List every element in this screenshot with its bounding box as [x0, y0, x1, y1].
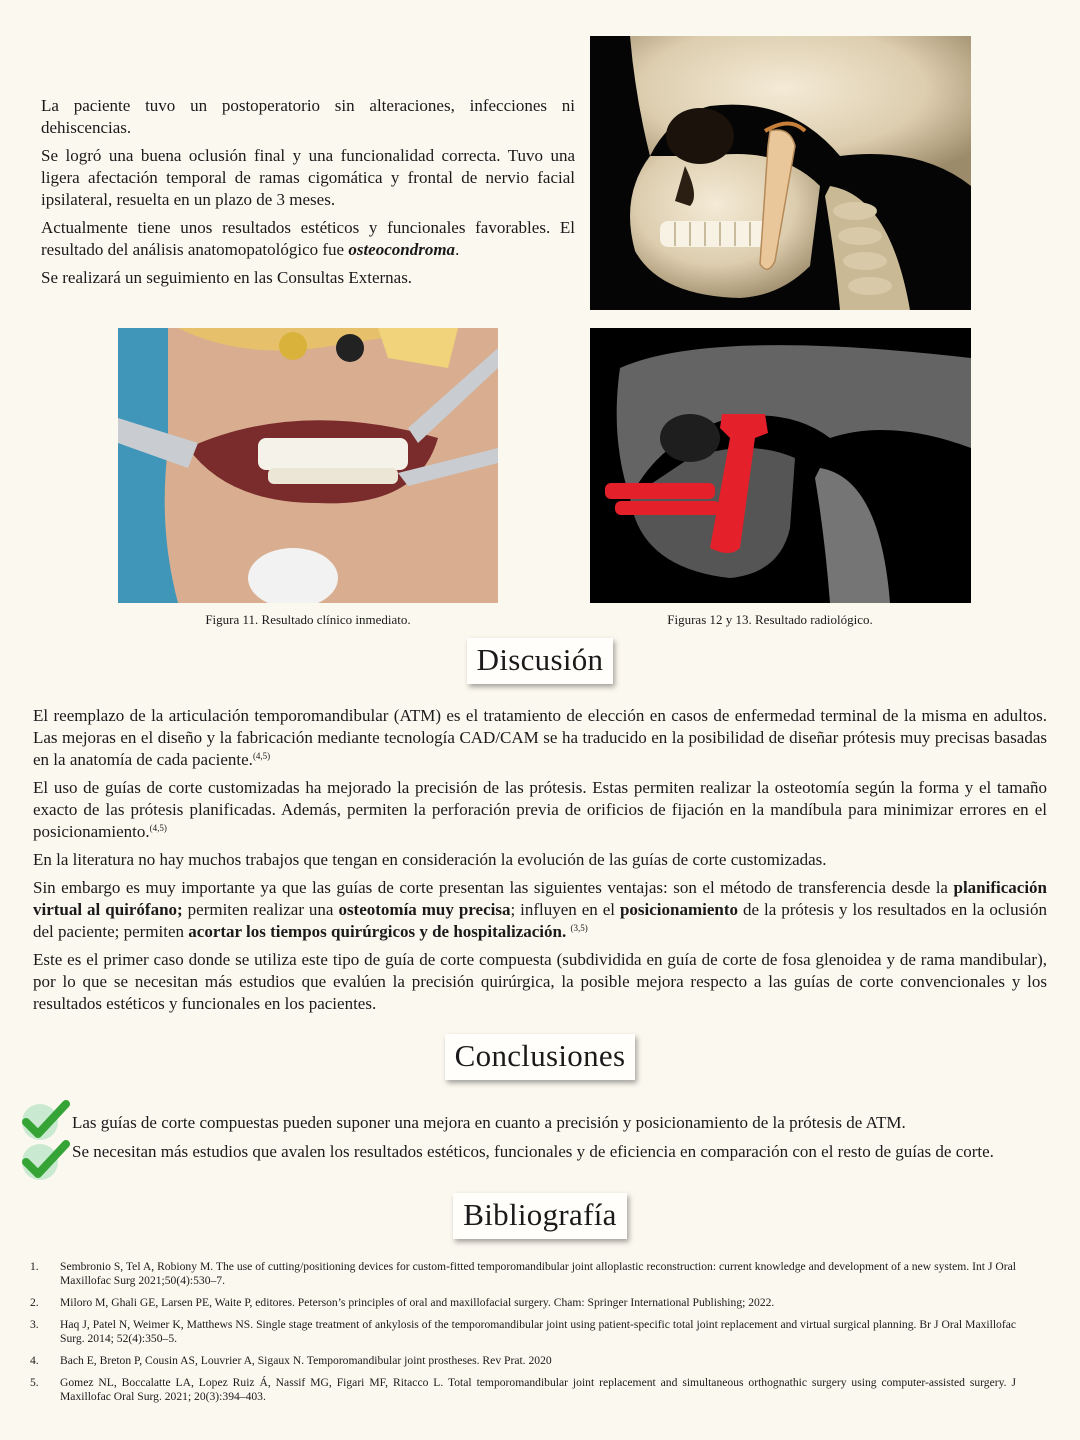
intro-paragraph-2: Se logró una buena oclusión final y una funcionalidad correcta. Tuvo una ligera afectación temporal de ramas cigomática y frontal de nervio facial ipsilateral, resuelta en un plazo de 3 meses. [41, 146, 575, 209]
ref-number: 1. [30, 1260, 39, 1273]
ref-number: 5. [30, 1376, 39, 1389]
discussion-paragraph-1 [33, 705, 1047, 771]
intro-paragraph-3 [41, 217, 575, 261]
bibliography-list [30, 1260, 1016, 1412]
ref-number: 4. [30, 1354, 39, 1367]
discussion-heading: Discusión [467, 638, 614, 684]
discussion-paragraph-4 [33, 877, 1047, 943]
intro-paragraph-3-text: Actualmente tiene unos resultados estéticos y funcionales favorables. El resultado del análisis anatomopatológico fue [41, 218, 575, 259]
intro-paragraph-1: La paciente tuvo un postoperatorio sin alteraciones, infecciones ni dehiscencias. [41, 96, 575, 137]
figure-12-13-caption: Figuras 12 y 13. Resultado radiológico. [667, 612, 873, 627]
discussion-paragraph-4-text-d: ; influyen en el [510, 900, 620, 919]
discussion-paragraph-4-text-c: permiten realizar una [182, 900, 339, 919]
discussion-paragraph-2-text: El uso de guías de corte customizadas ha mejorado la precisión de las prótesis. Estas permiten realizar la osteotomía según la forma y el tamaño exacto de las prótesis planificadas. Además, permiten la perforación previa de orificios de fijación en la mandíbula para minimizar errores en el posicionamiento. [33, 778, 1047, 841]
discussion-paragraph-3: En la literatura no hay muchos trabajos que tengan en consideración la evolución de las guías de corte customizadas. [33, 850, 827, 869]
ref-text: Gomez NL, Boccalatte LA, Lopez Ruiz Á, Nassif MG, Figari MF, Ritacco L. Total temporomandibular joint replacement and simultaneous orthognathic surgery using computer-assisted surgery. J Maxillofac Oral Surg. 2021; 20(3):394–403. [60, 1376, 1016, 1403]
bibliography-item [30, 1354, 1016, 1368]
bold-osteotomy: osteotomía muy precisa [338, 900, 511, 919]
ref-text: Miloro M, Ghali GE, Larsen PE, Waite P, editores. Peterson’s principles of oral and maxillofacial surgery. Cham: Springer International Publishing; 2022. [60, 1296, 775, 1309]
discussion-paragraph-1-text: El reemplazo de la articulación temporomandibular (ATM) es el tratamiento de elección en casos de enfermedad terminal de la misma en adultos. Las mejoras en el diseño y la fabricación mediante tecnología CAD/CAM se ha traducido en la posibilidad de diseñar prótesis muy precisas basadas en la anatomía de cada paciente. [33, 706, 1047, 769]
ref-text: Haq J, Patel N, Weimer K, Matthews NS. Single stage treatment of ankylosis of the temporomandibular joint using patient-specific total joint replacement and virtual surgical planning. Br J Oral Maxillofac Surg. 2014; 52(4):350–5. [60, 1318, 1016, 1345]
intro-paragraph-3-end: . [455, 240, 460, 259]
check-mark-icon [18, 1138, 70, 1182]
discussion-paragraph-5: Este es el primer caso donde se utiliza este tipo de guía de corte compuesta (subdividida en guía de corte de fosa glenoidea y de rama mandibular), por lo que se necesitan más estudios que evalúen la precisión quirúrgica, la posible mejora respecto a las guías de corte convencionales y los resultados estéticos y funcionales en los pacientes. [33, 950, 1047, 1013]
radiology-image [590, 328, 971, 603]
conclusion-item [18, 1100, 1048, 1144]
bold-times: acortar los tiempos quirúrgicos y de hospitalización. [188, 922, 567, 941]
ref-text: Sembronio S, Tel A, Robiony M. The use of cutting/positioning devices for custom-fitted temporomandibular joint alloplastic reconstruction: current knowledge and development of a new system. Int J Oral Maxillofac Surg 2021;50(4):530–7. [60, 1260, 1016, 1287]
diagnosis-emphasis: osteocondroma [348, 240, 456, 259]
citation-ref: (3,5) [570, 923, 588, 933]
skull-3d-render-image [590, 36, 971, 310]
citation-ref: (4,5) [252, 751, 271, 761]
ref-number: 3. [30, 1318, 39, 1331]
figure-11-caption: Figura 11. Resultado clínico inmediato. [205, 612, 411, 627]
bold-positioning: posicionamiento [619, 900, 739, 919]
citation-ref: (4,5) [149, 823, 167, 833]
discussion-text [33, 705, 1047, 1021]
clinical-photo-image [118, 328, 498, 603]
conclusions-heading: Conclusiones [445, 1034, 636, 1080]
conclusions-heading-wrap [0, 1034, 1080, 1080]
ref-number: 2. [30, 1296, 39, 1309]
bibliography-item [30, 1318, 1016, 1346]
bold-planning: planificación virtual al quirófano; [33, 878, 1047, 919]
bibliography-heading: Bibliografía [453, 1193, 626, 1239]
bibliography-item [30, 1260, 1016, 1288]
conclusion-text: Las guías de corte compuestas pueden suponer una mejora en cuanto a precisión y posicionamiento de la prótesis de ATM. [72, 1113, 906, 1132]
conclusion-text: Se necesitan más estudios que avalen los resultados estéticos, funcionales y de eficiencia en comparación con el resto de guías de corte. [72, 1142, 994, 1161]
intro-paragraph-4: Se realizará un seguimiento en las Consultas Externas. [41, 268, 413, 287]
discussion-paragraph-4-text-a: Sin embargo es muy importante ya que las guías de corte presentan las siguientes ventajas: son el método de transferencia desde la [33, 878, 954, 897]
intro-text [41, 95, 575, 295]
bibliography-heading-wrap [0, 1193, 1080, 1239]
discussion-paragraph-2 [33, 777, 1047, 843]
check-mark-icon [18, 1098, 70, 1142]
conclusion-item [18, 1140, 1048, 1188]
discussion-heading-wrap [0, 638, 1080, 684]
discussion-paragraph-4-text-e: de la prótesis y los resultados en la oclusión del paciente; permiten [33, 900, 1047, 941]
bibliography-item [30, 1376, 1016, 1404]
ref-text: Bach E, Breton P, Cousin AS, Louvrier A, Sigaux N. Temporomandibular joint prostheses. Rev Prat. 2020 [60, 1354, 552, 1367]
bibliography-item [30, 1296, 1016, 1310]
